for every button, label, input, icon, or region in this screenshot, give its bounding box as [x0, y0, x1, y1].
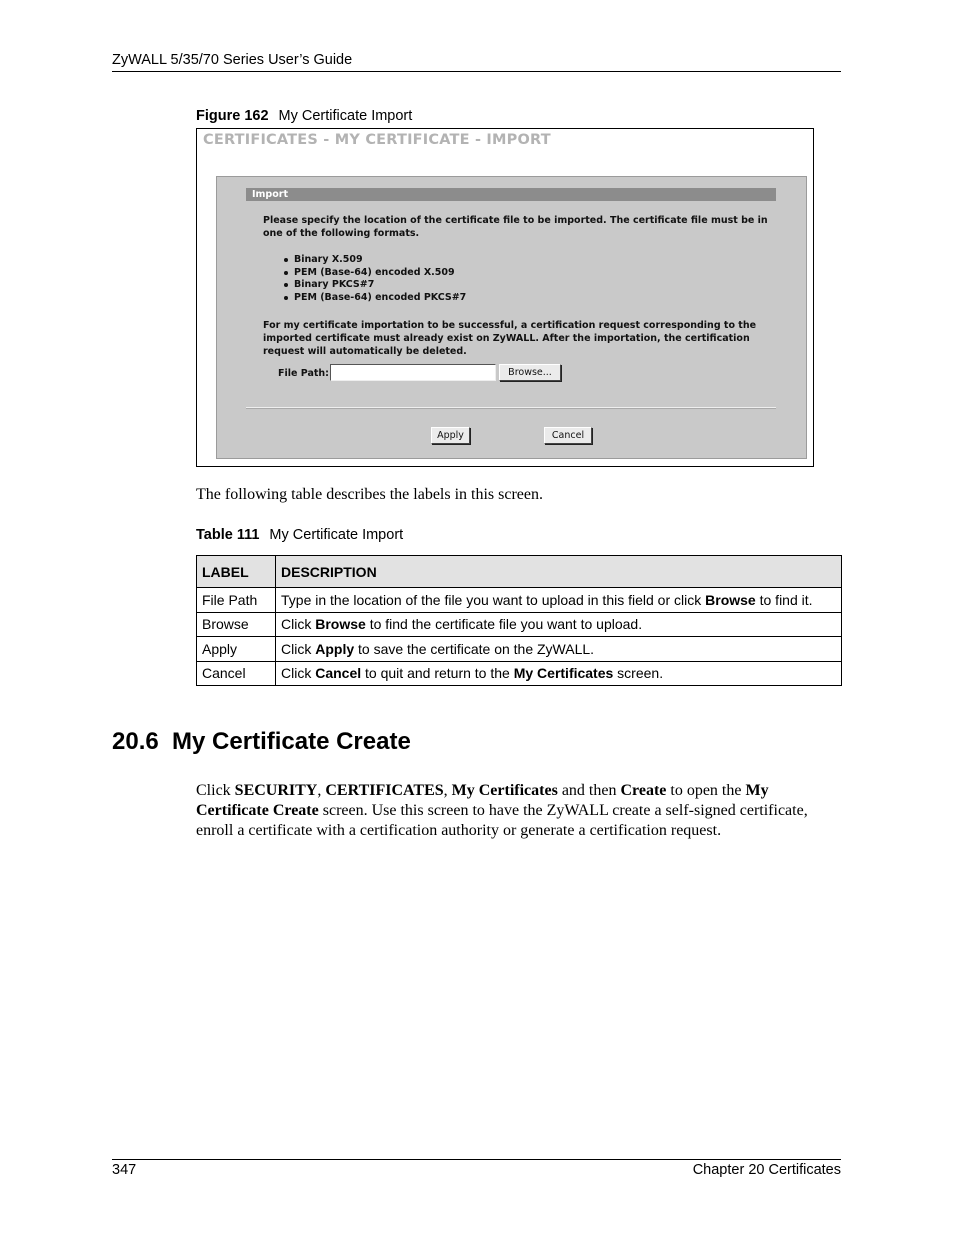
table-label: Table 111 [196, 527, 260, 543]
body-text: and then [557, 782, 621, 799]
running-header: ZyWALL 5/35/70 Series User’s Guide [112, 52, 353, 68]
table-caption [196, 527, 403, 543]
row-label: Apply [197, 637, 276, 662]
desc-bold: Cancel [315, 665, 362, 682]
row-label: Browse [197, 612, 276, 637]
browse-button[interactable]: Browse... [499, 364, 561, 381]
row-label: File Path [197, 588, 276, 613]
table-caption-text: My Certificate Import [269, 527, 404, 543]
body-bold: Create [620, 782, 667, 799]
desc-bold: Browse [315, 616, 366, 633]
format-item: Binary PKCS#7 [263, 279, 466, 292]
row-label: Cancel [197, 661, 276, 686]
format-item: PEM (Base-64) encoded X.509 [263, 267, 466, 280]
chapter-name: Chapter 20 Certificates [692, 1162, 841, 1178]
format-item: PEM (Base-64) encoded PKCS#7 [263, 292, 466, 305]
table-row [197, 661, 842, 686]
body-text: Click [196, 782, 235, 799]
figure-label: Figure 162 [196, 108, 269, 124]
table-row [197, 637, 842, 662]
column-header-label: LABEL [197, 556, 276, 588]
desc-text: to find it. [755, 591, 813, 608]
table-row [197, 612, 842, 637]
body-bold: CERTIFICATES [325, 782, 444, 799]
table-header-row [197, 556, 842, 588]
column-header-description: DESCRIPTION [276, 556, 842, 588]
body-bold: My Certificate Create [196, 782, 769, 819]
footer-rule [112, 1159, 841, 1160]
page-number: 347 [112, 1162, 137, 1178]
import-instructions: Please specify the location of the certificate file to be imported. The certificate file must be in one of the following formats. [263, 215, 768, 239]
file-path-label: File Path: [278, 368, 329, 379]
import-panel-title: Import [246, 188, 776, 201]
apply-button[interactable]: Apply [431, 427, 470, 444]
desc-bold: Apply [315, 640, 355, 657]
desc-bold: Browse [705, 591, 756, 608]
table-row [197, 588, 842, 613]
desc-text: screen. [613, 665, 664, 682]
file-path-input[interactable] [330, 364, 496, 381]
row-description [276, 661, 842, 686]
body-text: , [443, 782, 452, 799]
desc-text: Click [281, 616, 316, 633]
import-note: For my certificate importation to be successful, a certification request corresponding to the imported certificate must already exist on ZyWALL. After the importation, the certification request will automatically be deleted. [263, 320, 757, 357]
section-paragraph [196, 781, 841, 841]
header-rule [112, 71, 841, 72]
panel-divider [246, 407, 776, 409]
desc-text: Click [281, 665, 316, 682]
import-panel [216, 176, 807, 459]
format-item: Binary X.509 [263, 254, 466, 267]
row-description [276, 588, 842, 613]
desc-text: to find the certificate file you want to upload. [365, 616, 643, 633]
screen-title: CERTIFICATES - MY CERTIFICATE - IMPORT [203, 132, 551, 148]
figure-caption [196, 108, 412, 124]
desc-text: Type in the location of the file you want to upload in this field or click [281, 591, 706, 608]
label-description-table [196, 555, 842, 686]
row-description [276, 637, 842, 662]
desc-text: to save the certificate on the ZyWALL. [354, 640, 595, 657]
section-heading: 20.6 My Certificate Create [112, 728, 411, 755]
body-bold: My Certificates [451, 782, 558, 799]
format-list [263, 254, 466, 304]
cancel-button[interactable]: Cancel [544, 427, 592, 444]
body-text: , [317, 782, 326, 799]
desc-text: to quit and return to the [361, 665, 514, 682]
intro-paragraph: The following table describes the labels in this screen. [196, 486, 544, 503]
body-bold: SECURITY [234, 782, 318, 799]
body-text: screen. Use this screen to have the ZyWALL create a self-signed certificate, enroll a certificate with a certification authority or generate a certification request. [196, 802, 808, 839]
body-text: to open the [666, 782, 746, 799]
desc-bold: My Certificates [513, 665, 614, 682]
figure-caption-text: My Certificate Import [278, 108, 413, 124]
row-description [276, 612, 842, 637]
desc-text: Click [281, 640, 316, 657]
figure-screenshot [196, 128, 814, 467]
